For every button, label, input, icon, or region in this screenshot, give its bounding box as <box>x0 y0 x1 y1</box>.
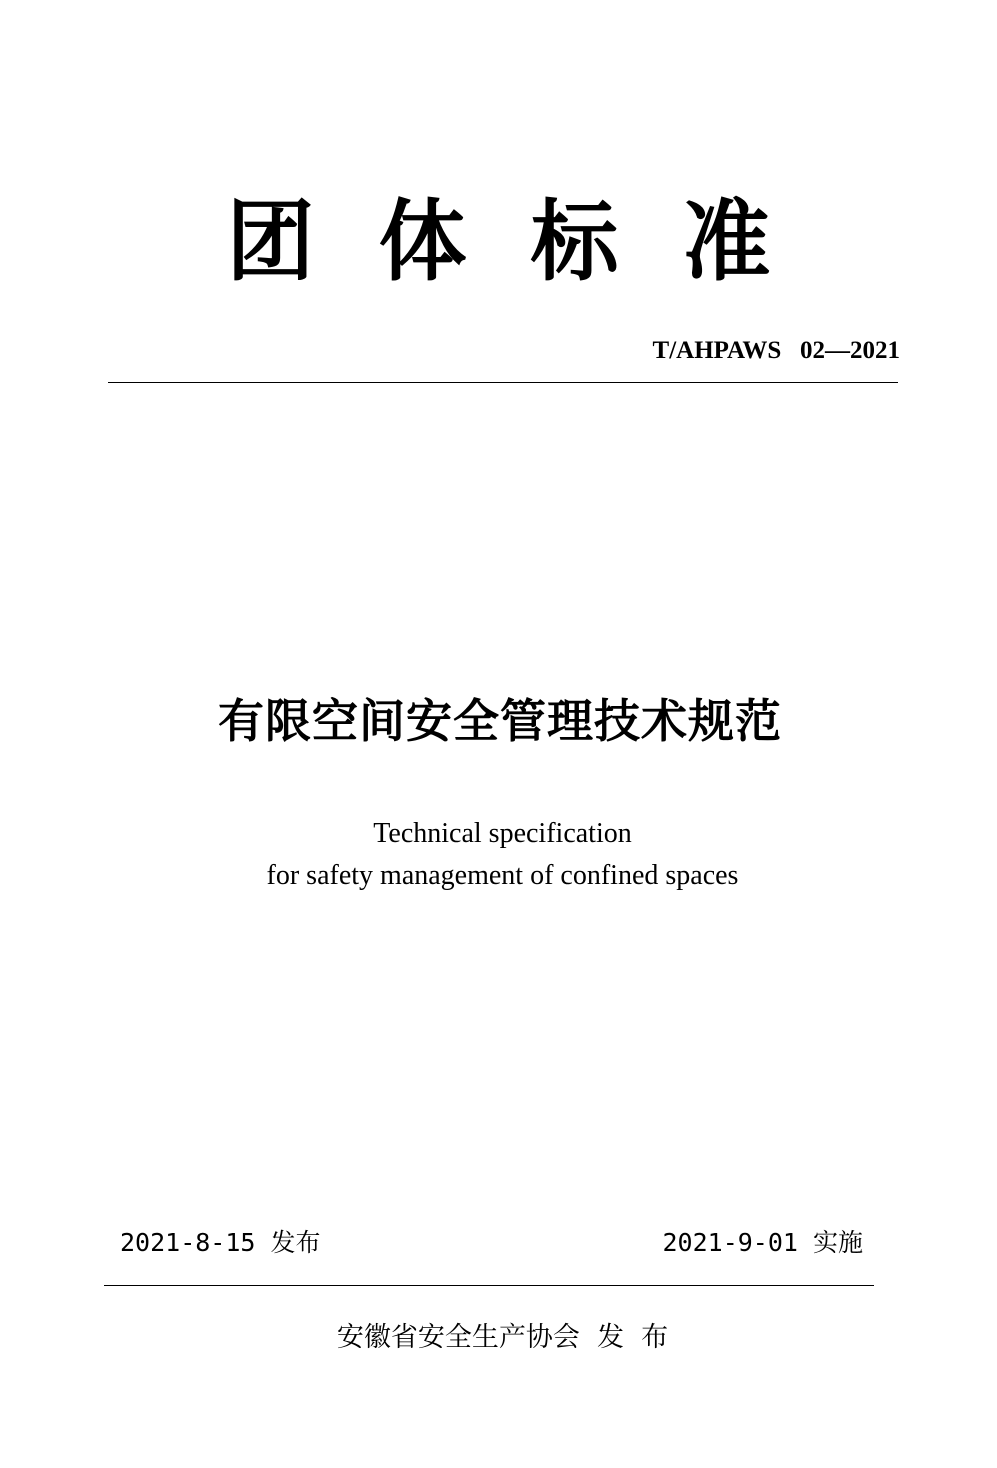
standard-code: T/AHPAWS 02—2021 <box>652 337 900 364</box>
document-title-en-line2: for safety management of confined spaces <box>266 860 739 891</box>
issue-date: 2021-8-15 发布 <box>120 1228 321 1257</box>
document-title-en-line1: Technical specification <box>373 818 632 849</box>
top-divider <box>108 382 898 383</box>
bottom-divider <box>104 1285 874 1286</box>
implementation-date: 2021-9-01 实施 <box>662 1228 863 1257</box>
document-title-zh: 有限空间安全管理技术规范 <box>218 694 782 748</box>
publisher: 安徽省安全生产协会 发 布 <box>336 1322 669 1353</box>
standard-type-heading: 团体标准 <box>226 189 835 293</box>
